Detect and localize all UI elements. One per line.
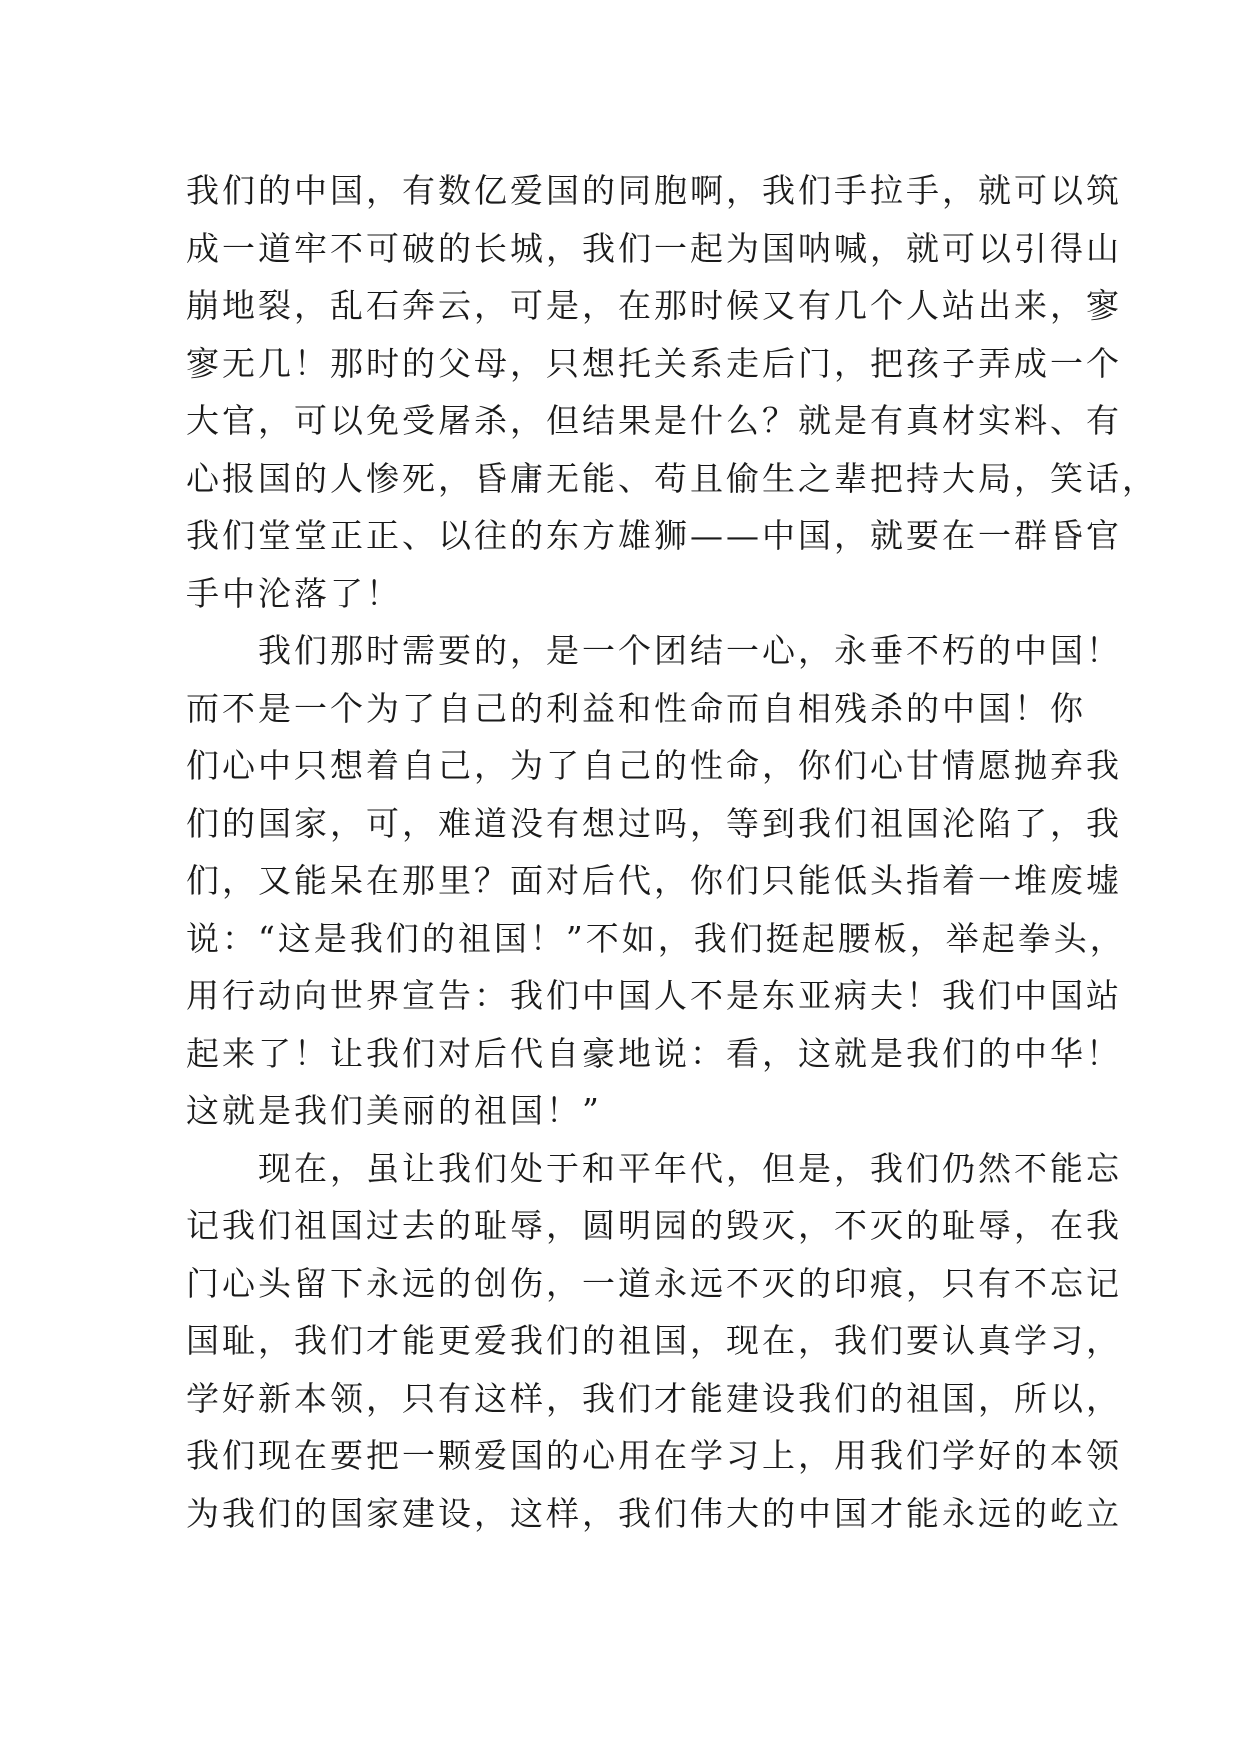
text-line: 这就是我们美丽的祖国！”: [186, 1091, 602, 1130]
text-line: 学好新本领，只有这样，我们才能建设我们的祖国，所以，: [186, 1378, 1122, 1418]
text-line: 起来了！让我们对后代自豪地说：看，这就是我们的中华！: [186, 1033, 1122, 1073]
text-line: 而不是一个为了自己的利益和性命而自相残杀的中国！你: [186, 688, 1086, 728]
text-line: 说：“这是我们的祖国！”不如，我们挺起腰板，举起拳头，: [186, 918, 1126, 958]
text-line: 们的国家，可，难道没有想过吗，等到我们祖国沦陷了，我: [186, 803, 1122, 843]
paragraph-1: [186, 162, 1158, 622]
text-line: 用行动向世界宣告：我们中国人不是东亚病夫！我们中国站: [186, 976, 1122, 1015]
text-line: 大官，可以免受屠杀，但结果是什么？就是有真材实料、有: [186, 401, 1122, 440]
text-line: 心报国的人惨死，昏庸无能、苟且偷生之辈把持大局，笑话，: [186, 458, 1158, 498]
text-line: 成一道牢不可破的长城，我们一起为国呐喊，就可以引得山: [186, 228, 1122, 268]
text-line: 记我们祖国过去的耻辱，圆明园的毁灭，不灭的耻辱，在我: [186, 1206, 1122, 1245]
text-line: 我们堂堂正正、以往的东方雄狮——中国，就要在一群昏官: [186, 516, 1122, 555]
paragraph-2: [186, 622, 1126, 1140]
document-body: [186, 162, 1158, 1542]
text-line: 为我们的国家建设，这样，我们伟大的中国才能永远的屹立: [186, 1493, 1122, 1533]
text-line: 门心头留下永远的创伤，一道永远不灭的印痕，只有不忘记: [186, 1263, 1122, 1303]
text-line: 我们的中国，有数亿爱国的同胞啊，我们手拉手，就可以筑: [186, 171, 1122, 210]
text-line: 现在，虽让我们处于和平年代，但是，我们仍然不能忘: [258, 1148, 1122, 1188]
text-line: 们，又能呆在那里？面对后代，你们只能低头指着一堆废墟: [186, 861, 1122, 900]
text-line: 手中沦落了！: [186, 573, 402, 613]
text-line: 们心中只想着自己，为了自己的性命，你们心甘情愿抛弃我: [186, 746, 1122, 785]
text-line: 我们现在要把一颗爱国的心用在学习上，用我们学好的本领: [186, 1436, 1122, 1475]
text-line: 崩地裂，乱石奔云，可是，在那时候又有几个人站出来，寥: [186, 286, 1122, 325]
text-line: 我们那时需要的，是一个团结一心，永垂不朽的中国！: [258, 631, 1122, 670]
text-line: 国耻，我们才能更爱我们的祖国，现在，我们要认真学习，: [186, 1321, 1122, 1360]
paragraph-3: [186, 1140, 1122, 1543]
text-line: 寥无几！那时的父母，只想托关系走后门，把孩子弄成一个: [186, 343, 1122, 383]
